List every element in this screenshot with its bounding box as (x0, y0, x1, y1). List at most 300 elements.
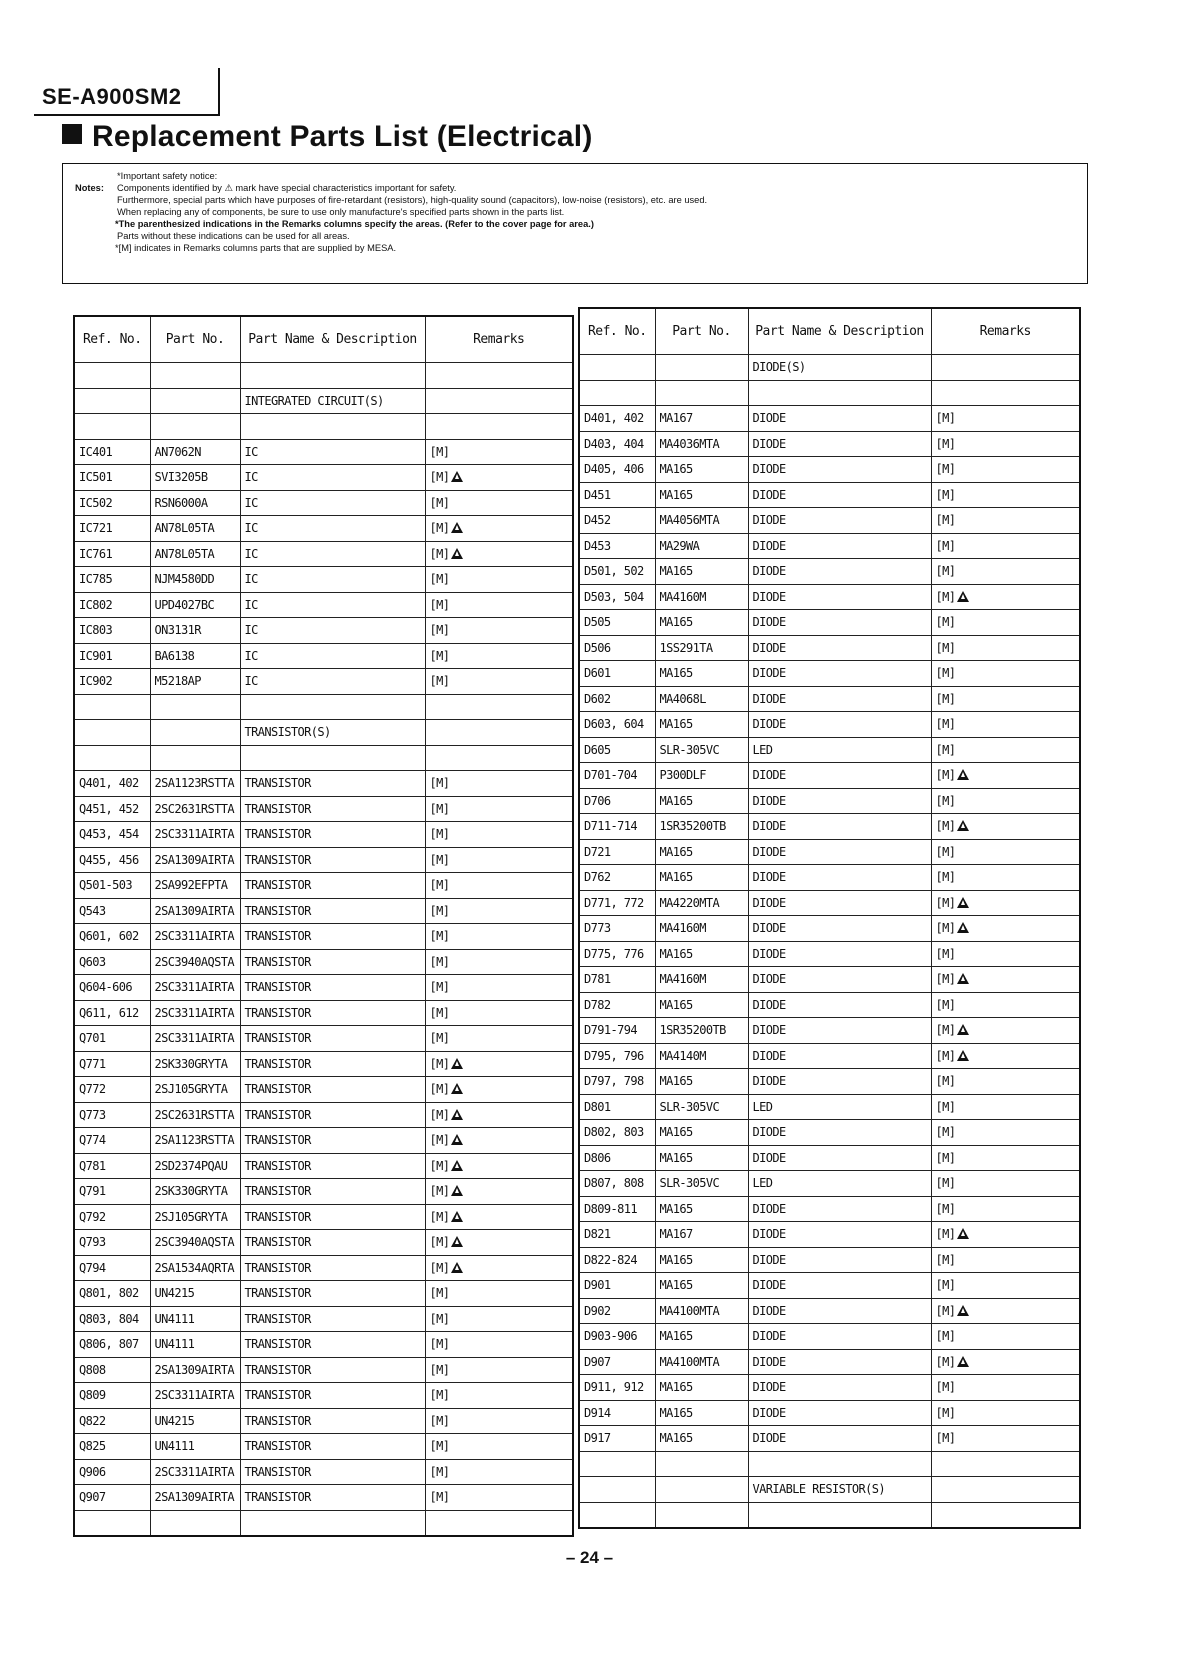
description-text: IC (244, 546, 258, 561)
description-cell (240, 1000, 425, 1026)
remarks-cell (931, 584, 1080, 610)
part-no-cell (150, 745, 240, 771)
remarks-cell (425, 592, 573, 618)
part-no-text: 2SC3311AIRTA (154, 1464, 234, 1479)
description-text: DIODE (752, 844, 786, 859)
part-no-cell (150, 1255, 240, 1281)
part-no-cell (150, 1000, 240, 1026)
safety-warning-icon (451, 1134, 463, 1145)
ref-no-cell (74, 1357, 150, 1383)
page-title (62, 120, 593, 154)
table-row (74, 1102, 573, 1128)
remarks-text: [M] (429, 827, 450, 842)
remarks-cell (931, 712, 1080, 738)
part-no-text: SLR-305VC (659, 1099, 720, 1114)
description-text: TRANSISTOR (244, 954, 311, 969)
ref-no-text: D911, 912 (584, 1380, 644, 1395)
part-no-cell (150, 465, 240, 491)
ref-no-text: IC901 (79, 648, 113, 663)
ref-no-text: D506 (584, 640, 611, 655)
ref-no-cell (579, 482, 655, 508)
description-text: TRANSISTOR (244, 1184, 311, 1199)
remarks-text: [M] (429, 852, 450, 867)
remarks-text: [M] (935, 1278, 956, 1293)
remarks-text: [M] (429, 776, 450, 791)
remarks-text: [M] (429, 801, 450, 816)
part-no-cell (655, 1298, 748, 1324)
section-heading-row (579, 355, 1080, 381)
ref-no-text: D801 (584, 1099, 611, 1114)
ref-no-cell (74, 796, 150, 822)
remarks-text: [M] (935, 1023, 956, 1038)
ref-no-cell (579, 1043, 655, 1069)
col-ref-no: Ref. No. (74, 316, 150, 363)
table-row (579, 890, 1080, 916)
part-no-cell (150, 1332, 240, 1358)
remarks-cell (425, 1408, 573, 1434)
description-text: IC (244, 623, 258, 638)
remarks-cell (931, 1375, 1080, 1401)
blank-row (74, 414, 573, 440)
ref-no-cell (74, 771, 150, 797)
remarks-text: [M] (935, 1354, 956, 1369)
part-no-cell (655, 1222, 748, 1248)
part-no-text: MA165 (659, 717, 693, 732)
ref-no-cell (74, 1000, 150, 1026)
remarks-cell (425, 1204, 573, 1230)
remarks-cell (425, 796, 573, 822)
ref-no-text: IC502 (79, 495, 113, 510)
description-text: TRANSISTOR (244, 903, 311, 918)
part-no-text: SLR-305VC (659, 1176, 720, 1191)
description-text: DIODE (752, 436, 786, 451)
ref-no-text: Q453, 454 (79, 827, 139, 842)
description-cell (240, 465, 425, 491)
description-cell (748, 992, 931, 1018)
table-row (579, 1094, 1080, 1120)
ref-no-text: Q806, 807 (79, 1337, 139, 1352)
remarks-text: [M] (429, 495, 450, 510)
description-cell (748, 457, 931, 483)
description-cell (240, 1102, 425, 1128)
part-no-cell (655, 1094, 748, 1120)
notes-line: *Important safety notice: (117, 171, 218, 181)
description-cell (240, 618, 425, 644)
notes-line: When replacing any of components, be sure to use only manufacture's specified parts shown in the parts list. (117, 207, 565, 217)
remarks-text: [M] (429, 980, 450, 995)
description-text: DIODE (752, 538, 786, 553)
table-row (74, 1051, 573, 1077)
safety-warning-icon (957, 591, 969, 602)
part-no-text: MA165 (659, 1150, 693, 1165)
description-cell (748, 712, 931, 738)
description-text: TRANSISTOR (244, 1464, 311, 1479)
part-no-cell (150, 873, 240, 899)
description-cell (748, 1273, 931, 1299)
remarks-text: [M] (935, 1099, 956, 1114)
description-cell (240, 1383, 425, 1409)
part-no-text: MA165 (659, 1074, 693, 1089)
description-cell (748, 584, 931, 610)
table-row (579, 1349, 1080, 1375)
ref-no-cell (579, 457, 655, 483)
part-no-cell (655, 737, 748, 763)
safety-warning-icon (957, 973, 969, 984)
ref-no-cell (74, 516, 150, 542)
table-row (579, 1298, 1080, 1324)
description-cell (748, 1400, 931, 1426)
description-text: LED (752, 1099, 773, 1114)
remarks-text: [M] (429, 878, 450, 893)
table-row (74, 592, 573, 618)
table-row (74, 898, 573, 924)
part-no-text: UN4111 (154, 1439, 195, 1454)
table-header-row (74, 316, 573, 363)
description-text: DIODE (752, 462, 786, 477)
ref-no-text: D775, 776 (584, 946, 644, 961)
table-row (579, 788, 1080, 814)
description-cell (748, 559, 931, 585)
parts-table-right (578, 307, 1081, 1529)
ref-no-cell (579, 533, 655, 559)
remarks-text: [M] (935, 1176, 956, 1191)
remarks-cell (931, 1043, 1080, 1069)
model-number: SE-A900SM2 (42, 84, 182, 109)
remarks-text: [M] (429, 1056, 450, 1071)
part-no-cell (655, 610, 748, 636)
part-no-cell (150, 567, 240, 593)
table-row (74, 924, 573, 950)
ref-no-text: D821 (584, 1227, 611, 1242)
remarks-text: [M] (429, 1209, 450, 1224)
ref-no-cell (579, 788, 655, 814)
remarks-text: [M] (429, 1082, 450, 1097)
ref-no-cell (74, 898, 150, 924)
part-no-cell (150, 1383, 240, 1409)
remarks-text: [M] (935, 946, 956, 961)
description-cell (240, 363, 425, 389)
part-no-cell (655, 763, 748, 789)
ref-no-cell (74, 1128, 150, 1154)
parts-table-left (73, 315, 574, 1537)
description-cell (240, 439, 425, 465)
ref-no-text: Q906 (79, 1464, 106, 1479)
part-no-cell (655, 712, 748, 738)
part-no-text: MA167 (659, 1227, 693, 1242)
part-no-text: 2SC3311AIRTA (154, 827, 234, 842)
description-text: DIODE (752, 1354, 786, 1369)
description-text: IC (244, 674, 258, 689)
remarks-text: [M] (429, 572, 450, 587)
remarks-cell (931, 1171, 1080, 1197)
page-title-text: Replacement Parts List (Electrical) (92, 120, 593, 153)
part-no-text: MA167 (659, 411, 693, 426)
part-no-cell (150, 720, 240, 746)
description-text: TRANSISTOR (244, 1107, 311, 1122)
remarks-text: [M] (935, 691, 956, 706)
table-row (74, 771, 573, 797)
ref-no-text: D401, 402 (584, 411, 644, 426)
part-no-text: ON3131R (154, 623, 201, 638)
remarks-cell (931, 1069, 1080, 1095)
ref-no-text: Q808 (79, 1362, 106, 1377)
description-text: TRANSISTOR (244, 801, 311, 816)
table-row (74, 1077, 573, 1103)
description-cell (240, 1485, 425, 1511)
remarks-cell (425, 898, 573, 924)
remarks-cell (425, 975, 573, 1001)
remarks-text: [M] (935, 666, 956, 681)
part-no-text: MA4160M (659, 589, 706, 604)
table-row (579, 839, 1080, 865)
remarks-text: [M] (429, 1005, 450, 1020)
ref-no-text: D771, 772 (584, 895, 644, 910)
ref-no-text: Q825 (79, 1439, 106, 1454)
part-no-cell (150, 822, 240, 848)
ref-no-text: IC803 (79, 623, 113, 638)
part-no-text: UN4111 (154, 1337, 195, 1352)
table-row (74, 1026, 573, 1052)
table-row (74, 669, 573, 695)
ref-no-text: D807, 808 (584, 1176, 644, 1191)
description-text: IC (244, 572, 258, 587)
table-row (579, 1069, 1080, 1095)
ref-no-text: Q501-503 (79, 878, 132, 893)
part-no-text: 2SK330GRYTA (154, 1184, 228, 1199)
description-cell (748, 406, 931, 432)
ref-no-cell (579, 1273, 655, 1299)
part-no-text: 2SA1309AIRTA (154, 1490, 234, 1505)
col-remarks: Remarks (425, 316, 573, 363)
part-no-text: MA4100MTA (659, 1303, 720, 1318)
ref-no-text: D602 (584, 691, 611, 706)
ref-no-cell (74, 847, 150, 873)
safety-warning-icon (957, 1356, 969, 1367)
table-row (579, 533, 1080, 559)
ref-no-cell (579, 380, 655, 406)
description-text: DIODE (752, 691, 786, 706)
description-text: TRANSISTOR (244, 1286, 311, 1301)
description-cell (748, 1375, 931, 1401)
part-no-cell (150, 1510, 240, 1536)
model-box (34, 80, 220, 116)
description-text: TRANSISTOR (244, 1005, 311, 1020)
ref-no-text: IC785 (79, 572, 113, 587)
description-text: DIODE (752, 1329, 786, 1344)
ref-no-text: Q822 (79, 1413, 106, 1428)
table-row (579, 967, 1080, 993)
notes-line: Furthermore, special parts which have purposes of fire-retardant (resistors), high-quality sound (capacitors), low-noise (resistors), etc. are used. (117, 195, 708, 205)
table-row (579, 1400, 1080, 1426)
part-no-cell (655, 1375, 748, 1401)
remarks-cell (425, 873, 573, 899)
safety-warning-icon (451, 548, 463, 559)
remarks-text: [M] (429, 1107, 450, 1122)
table-row (579, 1273, 1080, 1299)
description-text: DIODE (752, 1227, 786, 1242)
part-no-cell (150, 490, 240, 516)
part-no-text: 2SC3940AQSTA (154, 1235, 234, 1250)
remarks-cell (931, 992, 1080, 1018)
part-no-text: MA165 (659, 564, 693, 579)
description-cell (748, 661, 931, 687)
ref-no-text: Q603 (79, 954, 106, 969)
part-no-cell (655, 635, 748, 661)
description-cell (240, 847, 425, 873)
table-row (579, 457, 1080, 483)
description-cell (748, 788, 931, 814)
part-no-text: 2SC3940AQSTA (154, 954, 234, 969)
description-cell (748, 763, 931, 789)
part-no-cell (655, 839, 748, 865)
description-cell (240, 924, 425, 950)
part-no-cell (655, 1349, 748, 1375)
ref-no-cell (579, 431, 655, 457)
description-text: DIODE (752, 513, 786, 528)
ref-no-cell (74, 363, 150, 389)
part-no-cell (655, 1043, 748, 1069)
description-cell (748, 865, 931, 891)
remarks-text: [M] (935, 615, 956, 630)
description-cell (748, 1451, 931, 1477)
part-no-cell (150, 1026, 240, 1052)
ref-no-text: IC761 (79, 546, 113, 561)
notes-label: Notes: (75, 183, 104, 193)
part-no-cell (150, 516, 240, 542)
description-cell (748, 508, 931, 534)
ref-no-text: D711-714 (584, 819, 637, 834)
description-text: DIODE (752, 717, 786, 732)
table-row (74, 567, 573, 593)
remarks-text: [M] (935, 921, 956, 936)
description-text: DIODE (752, 1048, 786, 1063)
part-no-cell (655, 916, 748, 942)
remarks-cell (425, 1306, 573, 1332)
part-no-text: MA165 (659, 946, 693, 961)
ref-no-text: D721 (584, 844, 611, 859)
description-cell (748, 1222, 931, 1248)
table-row (579, 916, 1080, 942)
part-no-cell (655, 1145, 748, 1171)
description-cell (240, 490, 425, 516)
ref-no-cell (579, 610, 655, 636)
safety-warning-icon (957, 1024, 969, 1035)
part-no-text: 2SA1309AIRTA (154, 903, 234, 918)
ref-no-cell (579, 814, 655, 840)
ref-no-cell (74, 541, 150, 567)
ref-no-text: Q793 (79, 1235, 106, 1250)
ref-no-text: D802, 803 (584, 1125, 644, 1140)
table-row (579, 814, 1080, 840)
ref-no-cell (579, 1222, 655, 1248)
ref-no-cell (74, 1434, 150, 1460)
table-row (579, 1120, 1080, 1146)
remarks-text: [M] (429, 597, 450, 612)
description-cell (748, 1247, 931, 1273)
part-no-cell (150, 618, 240, 644)
part-no-text: MA4160M (659, 921, 706, 936)
remarks-cell (425, 1357, 573, 1383)
remarks-cell (931, 1349, 1080, 1375)
description-cell (240, 1332, 425, 1358)
ref-no-cell (579, 839, 655, 865)
part-no-cell (150, 1153, 240, 1179)
ref-no-text: D501, 502 (584, 564, 644, 579)
part-no-text: 2SA1123RSTTA (154, 1133, 234, 1148)
ref-no-text: D907 (584, 1354, 611, 1369)
table-row (74, 541, 573, 567)
ref-no-text: D503, 504 (584, 589, 644, 604)
description-text: DIODE (752, 1278, 786, 1293)
remarks-cell (931, 839, 1080, 865)
remarks-text: [M] (935, 1227, 956, 1242)
remarks-cell (931, 533, 1080, 559)
part-no-text: MA4036MTA (659, 436, 720, 451)
ref-no-cell (579, 559, 655, 585)
ref-no-cell (74, 1026, 150, 1052)
part-no-cell (655, 865, 748, 891)
remarks-text: [M] (429, 546, 450, 561)
remarks-text: [M] (935, 1048, 956, 1063)
description-cell (748, 1018, 931, 1044)
part-no-cell (655, 584, 748, 610)
remarks-cell (425, 618, 573, 644)
description-text: DIODE (752, 615, 786, 630)
blank-row (74, 1510, 573, 1536)
ref-no-cell (579, 1324, 655, 1350)
ref-no-cell (579, 635, 655, 661)
description-cell (240, 669, 425, 695)
remarks-text: [M] (429, 954, 450, 969)
remarks-text: [M] (935, 640, 956, 655)
description-cell (748, 839, 931, 865)
description-cell (748, 814, 931, 840)
ref-no-cell (74, 1459, 150, 1485)
remarks-cell (425, 1051, 573, 1077)
description-text: DIODE (752, 921, 786, 936)
ref-no-text: Q771 (79, 1056, 106, 1071)
safety-warning-icon (957, 1305, 969, 1316)
description-cell (240, 1510, 425, 1536)
ref-no-text: D809-811 (584, 1201, 637, 1216)
remarks-text: [M] (935, 1201, 956, 1216)
part-no-text: 2SA1534AQRTA (154, 1260, 234, 1275)
part-no-text: 2SJ105GRYTA (154, 1082, 228, 1097)
remarks-cell (931, 431, 1080, 457)
part-no-cell (150, 363, 240, 389)
part-no-text: 2SA1123RSTTA (154, 776, 234, 791)
part-no-cell (655, 890, 748, 916)
ref-no-text: D781 (584, 972, 611, 987)
remarks-cell (425, 1179, 573, 1205)
remarks-cell (931, 1477, 1080, 1503)
ref-no-text: D782 (584, 997, 611, 1012)
description-cell (240, 1077, 425, 1103)
part-no-cell (655, 1069, 748, 1095)
square-bullet-icon (62, 124, 82, 144)
description-cell (240, 1281, 425, 1307)
ref-no-cell (74, 465, 150, 491)
table-row (74, 1179, 573, 1205)
blank-row (579, 1451, 1080, 1477)
remarks-cell (931, 482, 1080, 508)
safety-warning-icon (451, 1185, 463, 1196)
ref-no-cell (74, 1230, 150, 1256)
description-cell (748, 737, 931, 763)
ref-no-cell (74, 873, 150, 899)
part-no-text: UN4215 (154, 1286, 195, 1301)
description-text: IC (244, 470, 258, 485)
